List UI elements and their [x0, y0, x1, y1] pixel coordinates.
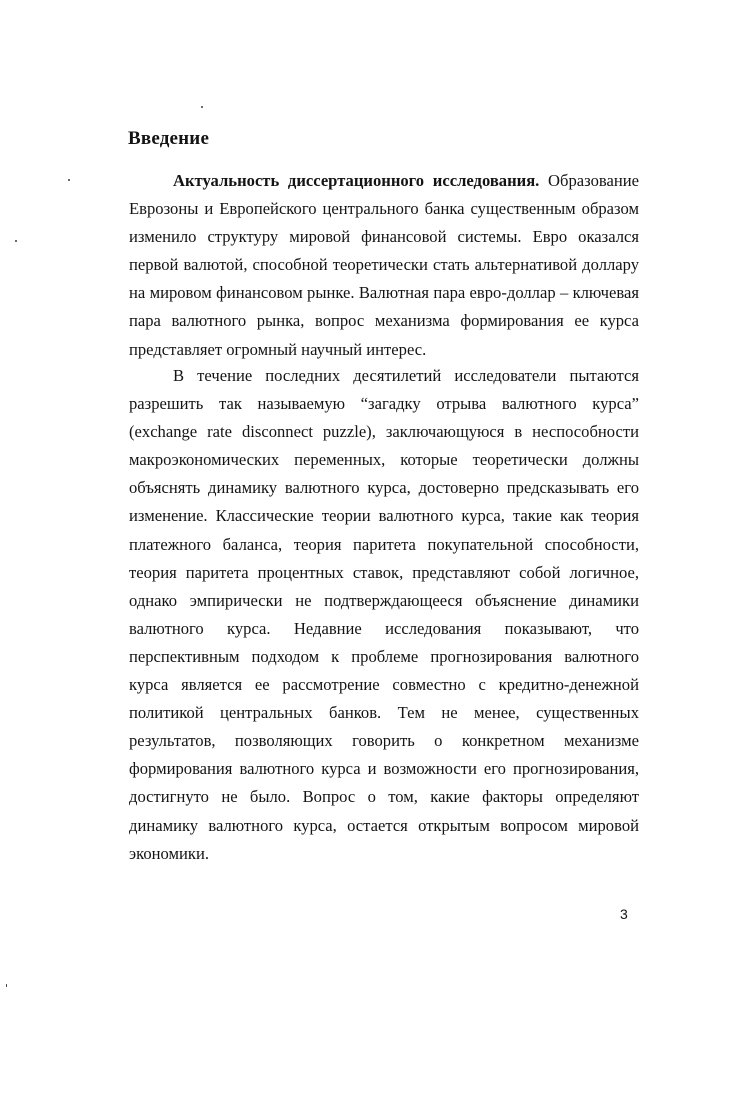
scan-speck — [201, 106, 203, 108]
paragraph-lead: Актуальность диссертационного исследования. — [173, 171, 540, 190]
scan-speck — [68, 179, 70, 181]
paragraph-relevance — [129, 167, 639, 364]
paragraph-exchange-rate: В течение последних десятилетий исследователи пытаются разрешить так называемую “загадку отрыва валютного курса” (exchange rate disconnect puzzle), заключающуюся в неспособности макроэкономических переменных, которые теоретически должны объяснять динамику валютного курса, достоверно предсказывать его изменение. Классические теории валютного курса, такие как теория платежного баланса, теория паритета покупательной способности, теория паритета процентных ставок, представляют собой логичное, однако эмпирически не подтверждающееся объяснение динамики валютного курса. Недавние исследования показывают, что перспективным подходом к проблеме прогнозирования валютного курса является ее рассмотрение совместно с кредитно-денежной политикой центральных банков. Тем не менее, существенных результатов, позволяющих говорить о конкретном механизме формирования валютного курса и возможности его прогнозирования, достигнуто не было. Вопрос о том, какие факторы определяют динамику валютного курса, остается открытым вопросом мировой экономики. — [129, 366, 639, 863]
paragraph-body: Образование Еврозоны и Европейского центрального банка существенным образом изменило структуру мировой финансовой системы. Евро оказался первой валютой, способной теоретически стать альтернативой доллару на мировом финансовом рынке. Валютная пара евро-доллар – ключевая пара валютного рынка, вопрос механизма формирования ее курса представляет огромный научный интерес. — [129, 171, 639, 359]
scan-speck — [6, 984, 7, 987]
section-heading: Введение — [128, 128, 210, 149]
page-number: 3 — [620, 906, 628, 922]
scan-speck — [15, 240, 17, 242]
